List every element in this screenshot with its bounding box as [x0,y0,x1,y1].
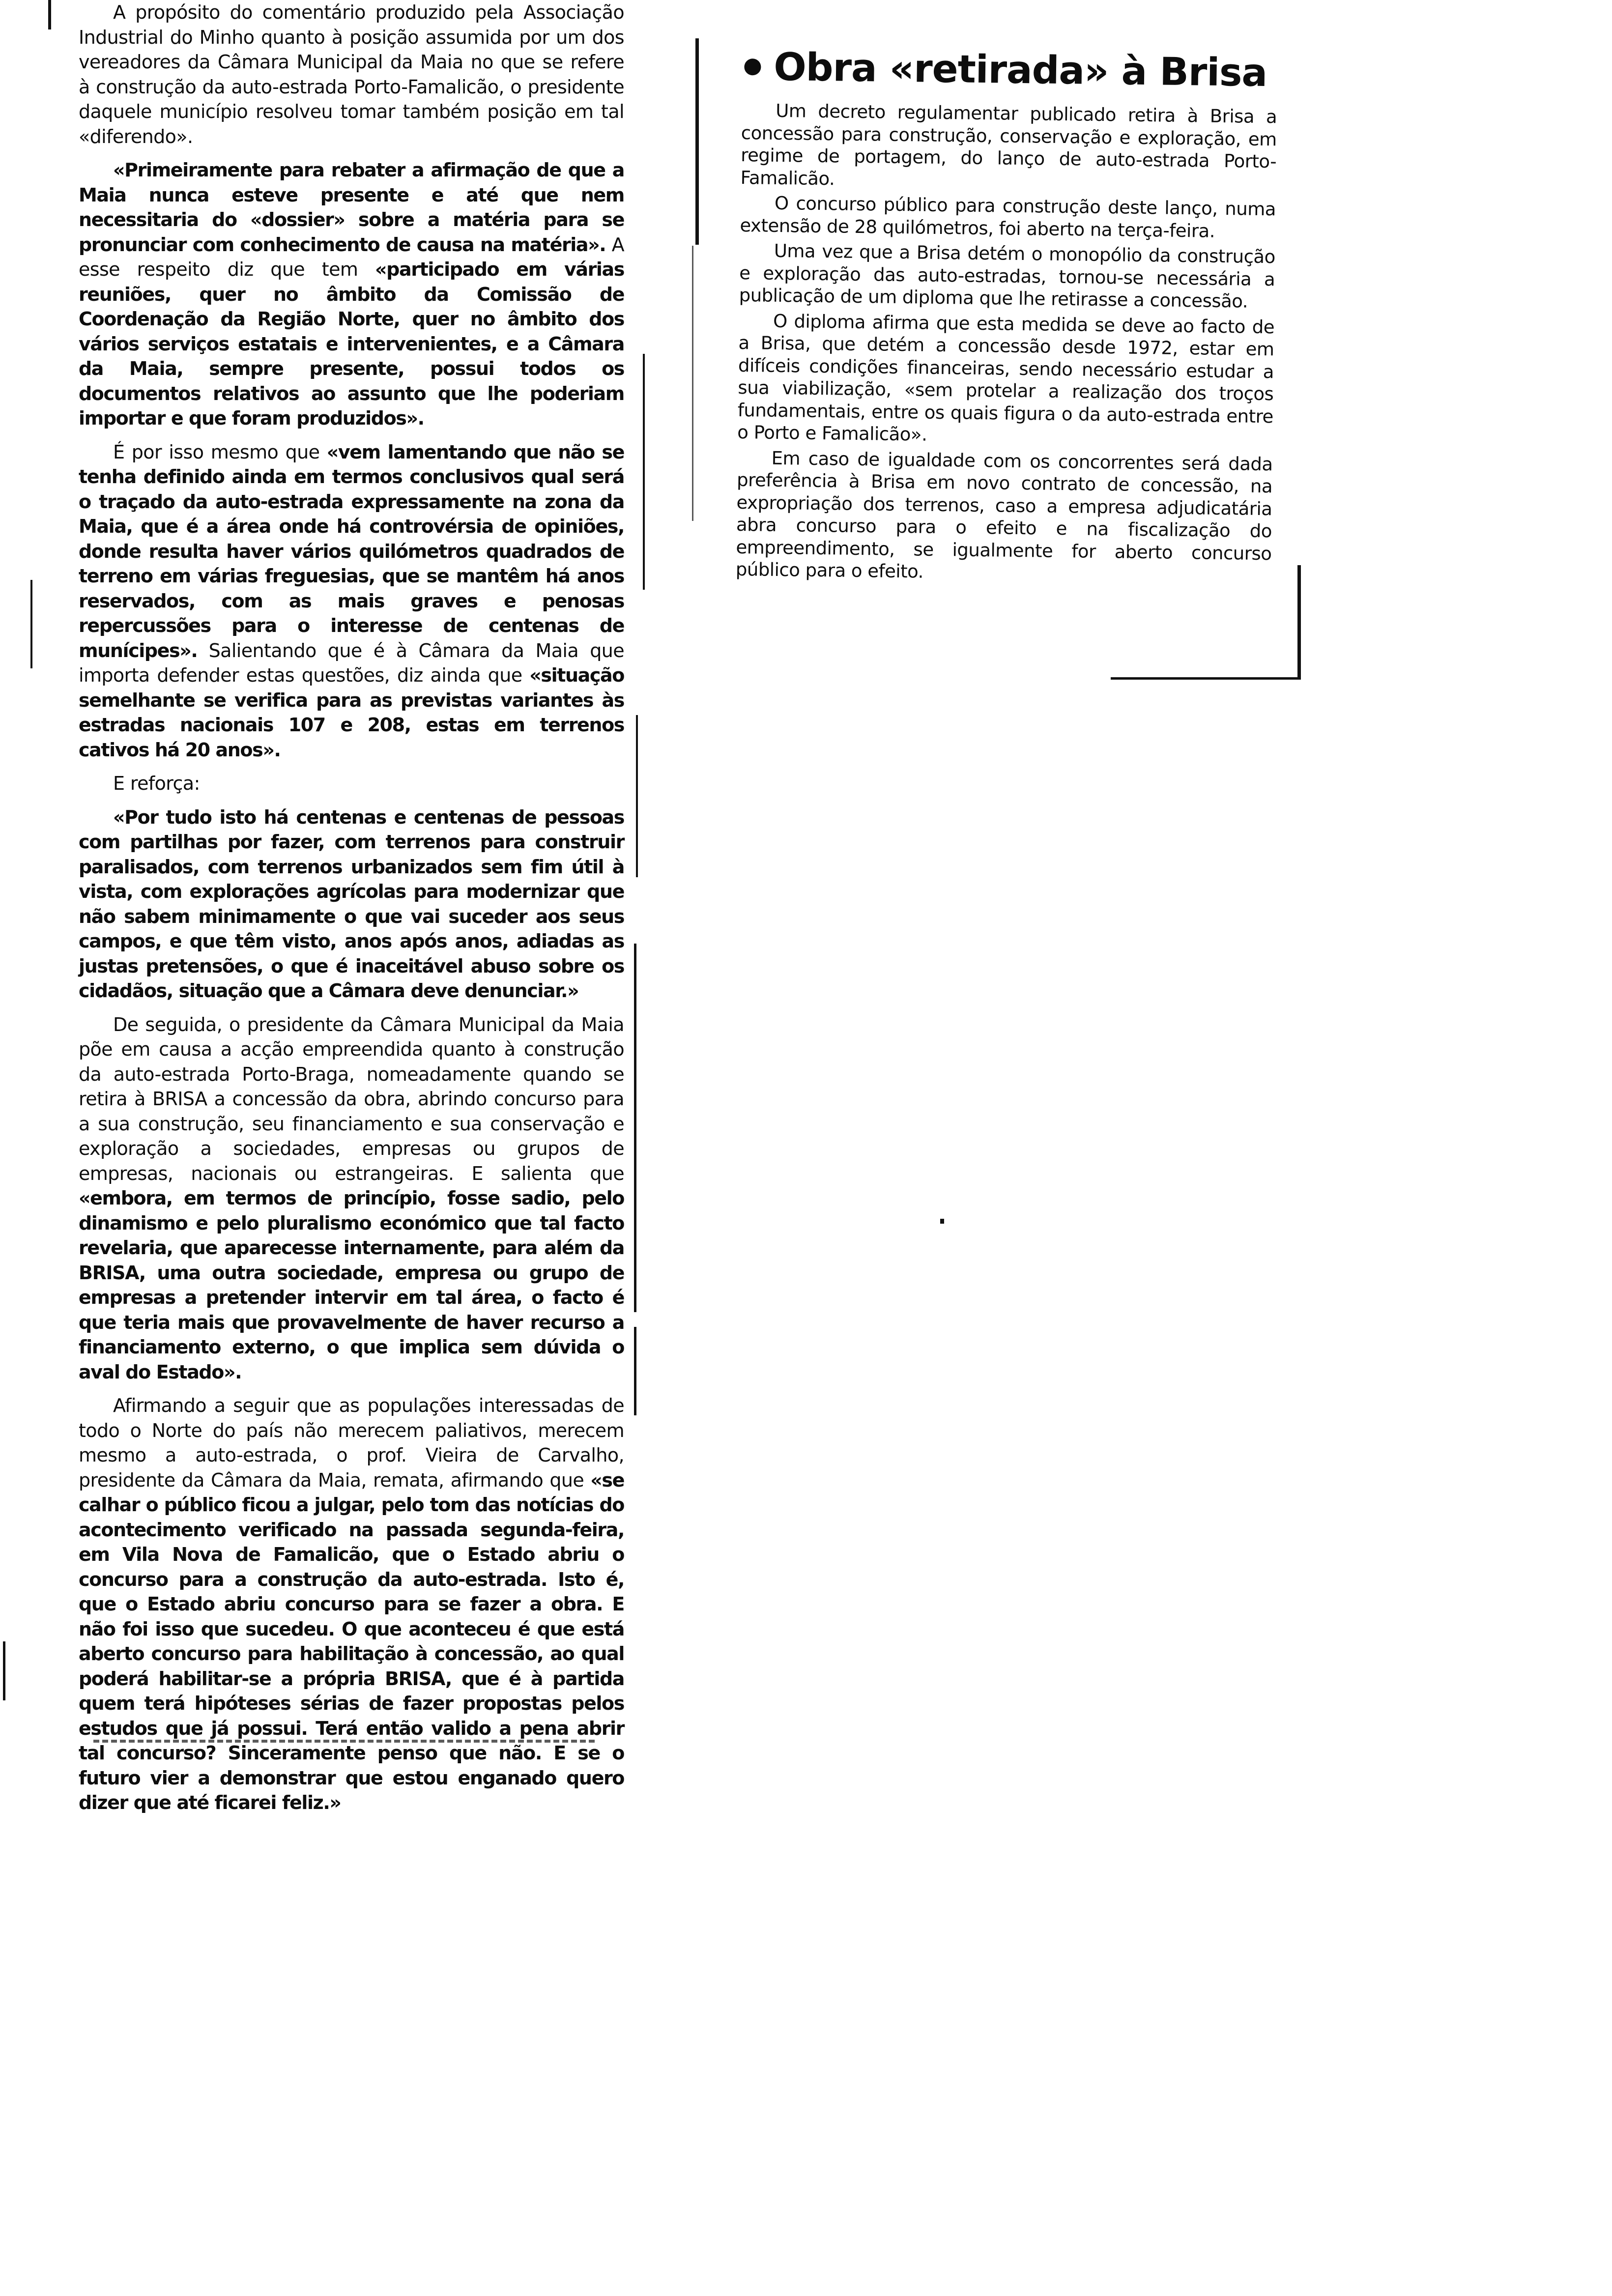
column-rule [3,1641,5,1700]
article-paragraph [740,99,1277,195]
left-article-column [79,0,624,1824]
text-segment: De seguida, o presidente da Câmara Municipal da Maia põe em causa a acção empreendida quanto à construção da auto-estrada Porto-Braga, nomeadamente quando se retira à BRISA a concessão da obra, abrindo concurso para a sua construção, seu financiamento e sua conservação e exploração a sociedades, empresas ou grupos de empresas, nacionais ou estrangeiras. E salienta que [79,1013,624,1184]
box-border-bottom [1111,677,1301,680]
text-segment: A esse respeito diz que tem [79,233,625,280]
article-title: Obra «retirada» à Brisa [773,45,1267,96]
text-segment: Salientando que é à Câmara da Maia que importa defender estas questões, diz ainda que [79,639,624,686]
text-segment: Um decreto regulamentar publicado retira à Brisa a concessão para construção, conservação e exploração, em regime de portagem, do lanço de auto-estrada Porto-Famalicão. [740,100,1277,189]
box-border-left [692,246,693,521]
text-segment: É por isso mesmo que [113,441,327,463]
column-rule [634,944,636,1312]
article-paragraph [737,309,1274,450]
quoted-text-segment: «embora, em termos de princípio, fosse sadio, pelo dinamismo e pelo pluralismo económico que tal facto revelaria, que aparecesse internamente, para além da BRISA, uma outra sociedade, empresa ou grupo de empresas a pretender intervir em tal área, o facto é que teria mais que provavelmente de haver recurso a financiamento externo, o que implica sem dúvida o aval do Estado». [79,1187,624,1383]
article-paragraph [79,805,624,1004]
box-border-right [1297,565,1301,678]
quoted-text-segment: «Por tudo isto há centenas e centenas de pessoas com partilhas por fazer, com terrenos para construir paralisados, com terrenos urbanizados sem fim útil à vista, com explorações agrícolas para modernizar que não sabem minimamente o que vai suceder aos seus campos, e que têm visto, anos após anos, adiadas as justas pretensões, o que é inaceitável abuso sobre os cidadãos, situação que a Câmara deve denunciar.» [79,806,624,1002]
article-paragraph [79,0,624,149]
scan-noise-line [93,1740,595,1748]
quoted-text-segment: «vem lamentando que não se tenha definido ainda em termos conclusivos qual será o traçado da auto-estrada expressamente na zona da Maia, que é a área onde há controvérsia de opiniões, donde resulta haver vários quilómetros quadrados de terreno em várias freguesias, que se mantêm há anos reservados, com as mais graves e penosas repercussões para o interesse de centenas de munícipes». [79,441,624,661]
quoted-text-segment: «Primeiramente para rebater a afirmação de que a Maia nunca esteve presente e até que nem necessitaria do «dossier» sobre a matéria para se pronunciar com conhecimento de causa na matéria». [79,159,624,256]
text-segment: O concurso público para construção deste lanço, numa extensão de 28 quilómetros, foi aberto na terça-feira. [740,192,1276,242]
text-segment: A propósito do comentário produzido pela Associação Industrial do Minho quanto à posição assumida por um dos vereadores da Câmara Municipal da Maia no que se refere à construção da auto-estrada Porto-Famalicão, o presidente daquele município resolveu tomar também posição em tal «diferendo». [79,1,624,147]
article-paragraph [79,158,624,431]
column-rule [48,0,51,29]
text-segment: O diploma afirma que esta medida se deve ao facto de a Brisa, que detém a concessão desde 1972, estar em difíceis condições financeiras, sendo necessário estudar a sua viabilização, «sem protelar a realização dos troços fundamentais, entre os quais figura o da auto-estrada entre o Porto e Famalicão». [737,310,1275,445]
column-rule [634,1327,636,1415]
article-paragraph [79,1012,624,1385]
box-border-left [695,38,699,245]
right-article-box [736,43,1278,590]
article-paragraph [739,239,1275,313]
article-paragraph [79,1393,624,1815]
text-segment: Uma vez que a Brisa detém o monopólio da construção e exploração das auto-estradas, tornou-se necessária a publicação de um diploma que lhe retirasse a concessão. [739,240,1276,312]
article-paragraph [79,771,624,796]
article-paragraph [740,192,1276,243]
article-heading [744,43,1278,97]
article-paragraph [736,446,1273,587]
text-segment: Afirmando a seguir que as populações interessadas de todo o Norte do país não merecem paliativos, merecem mesmo a auto-estrada, o prof. Vieira de Carvalho, presidente da Câmara da Maia, remata, afirmando que [79,1395,624,1491]
text-segment: Em caso de igualdade com os concorrentes será dada preferência à Brisa em novo contrato de concessão, na expropriação dos terrenos, caso a empresa adjudicatária abra concurso para o efeito e na fiscalização do empreendimento, se igualmente for aberto concurso público para o efeito. [735,447,1273,582]
scan-dot [940,1219,944,1224]
column-rule [643,354,645,590]
quoted-text-segment: «situação semelhante se verifica para as previstas variantes às estradas nacionais 107 e 208, estas em terrenos cativos há 20 anos». [79,664,624,761]
column-rule [30,580,32,668]
bullet-icon [744,58,761,75]
column-rule [636,715,638,877]
quoted-text-segment: «se calhar o público ficou a julgar, pelo tom das notícias do acontecimento verificado na passada segunda-feira, em Vila Nova de Famalicão, que o Estado abriu o concurso para a construção da auto-estrada. Isto é, que o Estado abriu concurso para se fazer a obra. E não foi isso que sucedeu. O que aconteceu é que está aberto concurso para habilitação à concessão, ao qual poderá habilitar-se a própria BRISA, que é à partida quem terá hipóteses sérias de fazer propostas pelos estudos que já possui. Terá então valido a pena abrir tal concurso? Sinceramente penso que não. E se o futuro vier a demonstrar que estou enganado quero dizer que até ficarei feliz.» [79,1469,624,1813]
text-segment: E reforça: [113,773,200,794]
article-paragraph [79,440,624,763]
quoted-text-segment: «participado em várias reuniões, quer no âmbito da Comissão de Coordenação da Região Norte, quer no âmbito dos vários serviços estatais e intervenientes, e a Câmara da Maia, sempre presente, possui todos os documentos relativos ao assunto que lhe poderiam importar e que foram produzidos». [79,258,625,429]
